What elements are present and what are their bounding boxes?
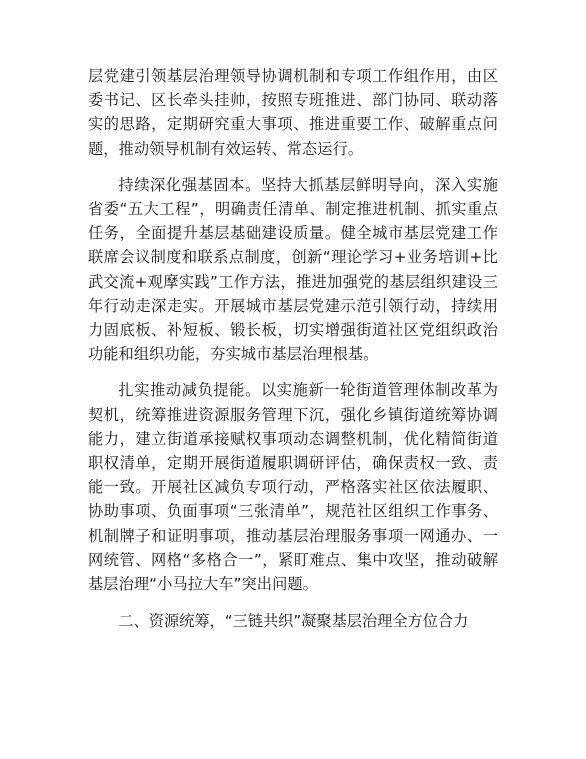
paragraph-reduce-burden: 扎实推动减负提能。以实施新一轮街道管理体制改革为契机，统筹推进资源服务管理下沉，强化乡镇街道统筹协调能力，建立街道承接赋权事项动态调整机制，优化精简街道职权清单，定期开展街道履职调研评估，确保责权一致、责能一致。开展社区减负专项行动，严格落实社区依法履职、协助事项、负面事项“三张清单”，规范社区组织工作事务、机制牌子和证明事项，推动基层治理服务事项一网通办、一网统管、网格“多格合一”，紧盯难点、集中攻坚，推动破解基层治理“小马拉大车”突出问题。	[88, 381, 498, 594]
document-body	[88, 64, 498, 648]
paragraph-leadership-mechanism: 层党建引领基层治理领导协调机制和专项工作组作用，由区委书记、区长牵头挂帅，按照专班推进、部门协同、联动落实的思路，定期研究重大事项、推进重要工作、破解重点问题，推动领导机制有效运转、常态运行。	[88, 67, 498, 158]
section-heading: 二、资源统筹，“三链共织”凝聚基层治理全方位合力	[118, 612, 469, 631]
paragraph-strengthen-foundation: 持续深化强基固本。坚持大抓基层鲜明导向，深入实施省委“五大工程”，明确责任清单、制定推进机制、抓实重点任务，全面提升基层基础建设质量。健全城市基层党建工作联席会议制度和联系点制度，创新“理论学习+业务培训+比武交流+观摩实践”工作方法，推进加强党的基层组织建设三年行动走深走实。开展城市基层党建示范引领行动，持续用力固底板、补短板、锻长板，切实增强街道社区党组织政治功能和组织功能，夯实城市基层治理根基。	[88, 175, 498, 364]
